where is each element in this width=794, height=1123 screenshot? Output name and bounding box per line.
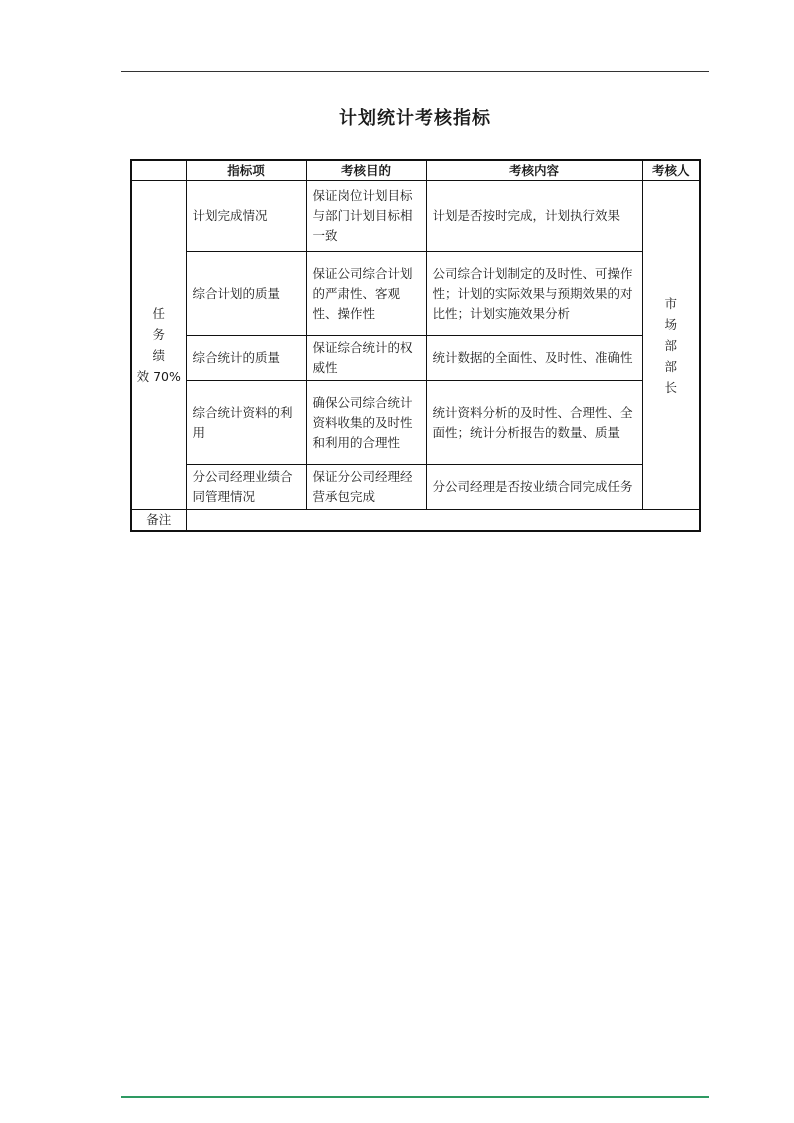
category-cell [131, 181, 186, 510]
assessor-line: 市 [664, 295, 677, 311]
header-row [131, 160, 700, 181]
assessor-line: 场 [664, 316, 677, 332]
footer-rule [121, 1096, 709, 1098]
category-line: 效 70% [136, 369, 181, 384]
category-line: 任 [152, 306, 165, 321]
content-cell: 分公司经理是否按业绩合同完成任务 [426, 465, 642, 510]
content-cell: 统计资料分析的及时性、合理性、全面性；统计分析报告的数量、质量 [426, 381, 642, 465]
notes-row [131, 510, 700, 532]
indicator-cell: 综合统计资料的利用 [186, 381, 306, 465]
header-indicator: 指标项 [186, 160, 306, 181]
category-line: 务 [152, 327, 165, 342]
purpose-cell: 确保公司综合统计资料收集的及时性和利用的合理性 [306, 381, 426, 465]
purpose-cell: 保证公司综合计划的严肃性、客观性、操作性 [306, 252, 426, 336]
header-category [131, 160, 186, 181]
assessor-line: 部 [664, 358, 677, 374]
table-row [131, 252, 700, 336]
indicator-cell: 计划完成情况 [186, 181, 306, 252]
table-row [131, 181, 700, 252]
content-cell: 公司综合计划制定的及时性、可操作性；计划的实际效果与预期效果的对比性；计划实施效果分析 [426, 252, 642, 336]
table-row [131, 381, 700, 465]
purpose-cell: 保证分公司经理经营承包完成 [306, 465, 426, 510]
assessor-cell [642, 181, 700, 510]
purpose-cell: 保证综合统计的权威性 [306, 336, 426, 381]
indicator-cell: 分公司经理业绩合同管理情况 [186, 465, 306, 510]
purpose-cell: 保证岗位计划目标与部门计划目标相一致 [306, 181, 426, 252]
indicator-cell: 综合统计的质量 [186, 336, 306, 381]
table-row [131, 465, 700, 510]
header-rule [121, 71, 709, 72]
content-cell: 统计数据的全面性、及时性、准确性 [426, 336, 642, 381]
content-cell: 计划是否按时完成，计划执行效果 [426, 181, 642, 252]
category-line: 绩 [152, 348, 165, 363]
header-assessor: 考核人 [642, 160, 700, 181]
kpi-table [130, 159, 701, 532]
assessor-line: 长 [664, 379, 677, 395]
notes-value [186, 510, 700, 532]
document-title: 计划统计考核指标 [339, 108, 491, 129]
indicator-cell: 综合计划的质量 [186, 252, 306, 336]
header-content: 考核内容 [426, 160, 642, 181]
table-row [131, 336, 700, 381]
notes-label: 备注 [131, 510, 186, 532]
header-purpose: 考核目的 [306, 160, 426, 181]
assessor-line: 部 [664, 337, 677, 353]
